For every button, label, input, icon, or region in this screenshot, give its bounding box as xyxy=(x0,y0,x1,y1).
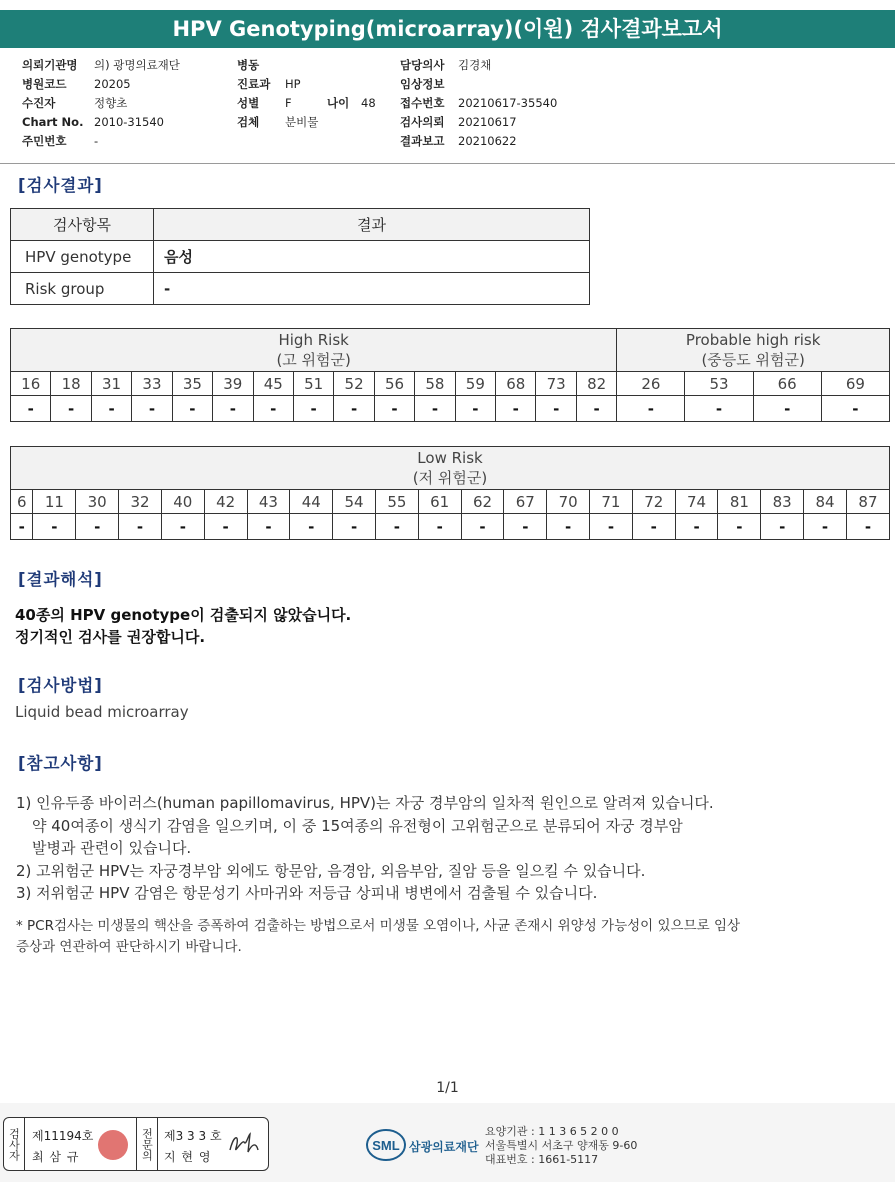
genotype-cell: 26 xyxy=(617,372,685,396)
genotype-cell: 61 xyxy=(418,490,461,514)
genotype-result-cell: - xyxy=(685,396,753,422)
genotype-result-cell: - xyxy=(576,396,616,422)
high-risk-sub: (고 위험군) xyxy=(276,351,351,369)
genotype-cell: 83 xyxy=(761,490,804,514)
signature-box xyxy=(3,1117,269,1171)
label-resident-no: 주민번호 xyxy=(22,134,67,148)
genotype-cell: 73 xyxy=(536,372,576,396)
table-row xyxy=(11,273,590,305)
value-age: 48 xyxy=(361,96,376,110)
genotype-cell: 55 xyxy=(375,490,418,514)
note-line: 3) 저위험군 HPV 감염은 항문성기 사마귀와 저등급 상피내 병변에서 검출될 수 있습니다. xyxy=(16,884,598,902)
section-method: [검사방법] xyxy=(18,676,103,695)
org-address xyxy=(485,1125,637,1167)
label-hospital-code: 병원코드 xyxy=(22,77,67,91)
specialist-label xyxy=(136,1118,158,1170)
value-hospital-code: 20205 xyxy=(94,77,131,91)
value-chart-no: 2010-31540 xyxy=(94,115,164,129)
genotype-result-cell: - xyxy=(415,396,455,422)
genotype-cell: 69 xyxy=(821,372,889,396)
patient-info-col2 xyxy=(237,56,376,132)
genotype-result-cell: - xyxy=(504,514,547,540)
genotype-result-row xyxy=(11,396,890,422)
genotype-result-cell: - xyxy=(718,514,761,540)
probable-risk-sub: (중등도 위험군) xyxy=(701,351,805,369)
inspector-seal-icon xyxy=(98,1130,128,1160)
genotype-result-row xyxy=(11,514,890,540)
genotype-result-cell: - xyxy=(76,514,119,540)
interpretation-line: 40종의 HPV genotype이 검출되지 않았습니다. xyxy=(15,606,352,624)
genotype-row xyxy=(11,490,890,514)
genotype-result-cell: - xyxy=(161,514,204,540)
note-line: 발병과 관련이 있습니다. xyxy=(32,839,192,857)
genotype-cell: 68 xyxy=(496,372,536,396)
genotype-result-cell: - xyxy=(455,396,495,422)
disclaimer xyxy=(16,916,740,958)
genotype-result-cell: - xyxy=(334,396,374,422)
value-patient: 정향초 xyxy=(94,96,128,110)
report-title: HPV Genotyping(microarray)(이원) 검사결과보고서 xyxy=(0,10,895,48)
genotype-cell: 11 xyxy=(33,490,76,514)
genotype-result-cell: - xyxy=(253,396,293,422)
result-value: - xyxy=(154,273,590,305)
patient-info-col1 xyxy=(22,56,180,151)
inspector-label-text: 검사자 xyxy=(7,1127,21,1161)
result-item: HPV genotype xyxy=(11,241,154,273)
genotype-cell: 70 xyxy=(547,490,590,514)
genotype-cell: 54 xyxy=(333,490,376,514)
high-risk-genotype-table xyxy=(10,328,890,422)
low-risk-sub: (저 위험군) xyxy=(412,469,488,487)
genotype-result-cell: - xyxy=(804,514,847,540)
label-chart-no: Chart No. xyxy=(22,115,84,129)
genotype-cell: 56 xyxy=(374,372,414,396)
genotype-cell: 30 xyxy=(76,490,119,514)
genotype-result-cell: - xyxy=(172,396,212,422)
probable-risk-label: Probable high risk xyxy=(685,331,821,349)
genotype-result-cell: - xyxy=(132,396,172,422)
genotype-cell: 33 xyxy=(132,372,172,396)
label-report-date: 결과보고 xyxy=(400,134,445,148)
genotype-result-cell: - xyxy=(11,514,33,540)
genotype-cell: 87 xyxy=(846,490,889,514)
genotype-cell: 58 xyxy=(415,372,455,396)
disclaimer-line: 증상과 연관하여 판단하시기 바랍니다. xyxy=(16,939,242,955)
genotype-cell: 67 xyxy=(504,490,547,514)
label-requesting-org: 의뢰기관명 xyxy=(22,58,78,72)
genotype-cell: 66 xyxy=(753,372,821,396)
logo-text: SML xyxy=(372,1138,400,1153)
label-request-date: 검사의뢰 xyxy=(400,115,445,129)
result-value: 음성 xyxy=(154,241,590,273)
genotype-result-cell: - xyxy=(496,396,536,422)
value-sex: F xyxy=(285,96,292,110)
result-header-item: 검사항목 xyxy=(11,209,154,241)
genotype-cell: 16 xyxy=(11,372,51,396)
address-line: 서울특별시 서초구 양재동 9-60 xyxy=(485,1139,638,1152)
method-text: Liquid bead microarray xyxy=(15,703,189,721)
genotype-cell: 59 xyxy=(455,372,495,396)
genotype-result-cell: - xyxy=(547,514,590,540)
section-interpretation: [결과해석] xyxy=(18,570,103,589)
genotype-cell: 72 xyxy=(632,490,675,514)
genotype-cell: 71 xyxy=(590,490,633,514)
genotype-cell: 81 xyxy=(718,490,761,514)
sml-logo-icon xyxy=(365,1126,407,1164)
genotype-result-cell: - xyxy=(247,514,290,540)
address-line: 대표번호 : 1661-5117 xyxy=(485,1153,599,1166)
result-header-value: 결과 xyxy=(154,209,590,241)
value-department: HP xyxy=(285,77,301,91)
page-number: 1/1 xyxy=(436,1080,459,1096)
label-doctor: 담당의사 xyxy=(400,58,445,72)
disclaimer-line: * PCR검사는 미생물의 핵산을 증폭하여 검출하는 방법으로서 미생물 오염이나, 사균 존재시 위양성 가능성이 있으므로 임상 xyxy=(16,918,741,934)
low-risk-label: Low Risk xyxy=(417,449,483,467)
genotype-result-cell: - xyxy=(846,514,889,540)
result-table xyxy=(10,208,590,305)
genotype-result-cell: - xyxy=(675,514,718,540)
note-line: 2) 고위험군 HPV는 자궁경부암 외에도 항문암, 음경암, 외음부암, 질암 등을 일으킬 수 있습니다. xyxy=(16,861,646,880)
note-line: 1) 인유두종 바이러스(human papillomavirus, HPV)는 자궁 경부암의 일차적 원인으로 알려져 있습니다. xyxy=(16,794,714,812)
header-divider xyxy=(0,163,895,164)
genotype-result-cell: - xyxy=(536,396,576,422)
genotype-result-cell: - xyxy=(11,396,51,422)
table-row xyxy=(11,241,590,273)
value-request-date: 20210617 xyxy=(458,115,517,129)
genotype-cell: 62 xyxy=(461,490,504,514)
genotype-result-cell: - xyxy=(51,396,91,422)
genotype-result-cell: - xyxy=(213,396,253,422)
specialist-no: 제3 3 3 호 xyxy=(164,1129,222,1143)
value-report-date: 20210622 xyxy=(458,134,517,148)
genotype-cell: 42 xyxy=(204,490,247,514)
genotype-result-cell: - xyxy=(821,396,889,422)
genotype-result-cell: - xyxy=(33,514,76,540)
signature-icon xyxy=(226,1130,262,1158)
section-reference: [참고사항] xyxy=(18,754,103,773)
genotype-cell: 45 xyxy=(253,372,293,396)
genotype-result-cell: - xyxy=(761,514,804,540)
genotype-cell: 18 xyxy=(51,372,91,396)
genotype-cell: 35 xyxy=(172,372,212,396)
genotype-result-cell: - xyxy=(204,514,247,540)
value-requesting-org: 의) 광명의료재단 xyxy=(94,58,180,72)
genotype-result-cell: - xyxy=(632,514,675,540)
genotype-result-cell: - xyxy=(293,396,333,422)
genotype-result-cell: - xyxy=(91,396,131,422)
genotype-result-cell: - xyxy=(333,514,376,540)
value-resident-no: - xyxy=(94,134,99,148)
genotype-cell: 40 xyxy=(161,490,204,514)
low-risk-group-header xyxy=(11,447,890,490)
value-doctor: 김경채 xyxy=(458,58,492,72)
specialist-name: 지 현 영 xyxy=(164,1150,212,1164)
genotype-cell: 53 xyxy=(685,372,753,396)
genotype-cell: 82 xyxy=(576,372,616,396)
address-line: 요양기관 : 1 1 3 6 5 2 0 0 xyxy=(485,1125,619,1138)
inspector-label xyxy=(4,1118,25,1170)
probable-risk-group-header xyxy=(617,329,890,372)
genotype-result-cell: - xyxy=(374,396,414,422)
low-risk-genotype-table xyxy=(10,446,890,540)
high-risk-label: High Risk xyxy=(278,331,349,349)
genotype-cell: 6 xyxy=(11,490,33,514)
genotype-result-cell: - xyxy=(119,514,162,540)
genotype-cell: 51 xyxy=(293,372,333,396)
specialist-label-text: 전문의 xyxy=(140,1127,154,1161)
interpretation-line: 정기적인 검사를 권장합니다. xyxy=(15,628,206,646)
label-department: 진료과 xyxy=(237,77,271,91)
genotype-cell: 43 xyxy=(247,490,290,514)
genotype-cell: 44 xyxy=(290,490,333,514)
genotype-cell: 32 xyxy=(119,490,162,514)
high-risk-group-header xyxy=(11,329,617,372)
label-patient: 수진자 xyxy=(22,96,56,110)
genotype-result-cell: - xyxy=(418,514,461,540)
inspector-name: 최 삼 규 xyxy=(32,1150,80,1164)
genotype-cell: 52 xyxy=(334,372,374,396)
label-clinical-info: 임상정보 xyxy=(400,77,445,91)
reference-notes xyxy=(16,792,714,905)
genotype-result-cell: - xyxy=(590,514,633,540)
result-item: Risk group xyxy=(11,273,154,305)
label-sex: 성별 xyxy=(237,96,260,110)
genotype-cell: 31 xyxy=(91,372,131,396)
genotype-cell: 74 xyxy=(675,490,718,514)
patient-info-col3 xyxy=(400,56,557,151)
genotype-result-cell: - xyxy=(290,514,333,540)
genotype-cell: 84 xyxy=(804,490,847,514)
note-line: 약 40여종이 생식기 감염을 일으키며, 이 중 15여종의 유전형이 고위험군으로 분류되어 자궁 경부암 xyxy=(32,816,683,835)
value-receipt-no: 20210617-35540 xyxy=(458,96,558,110)
label-ward: 병동 xyxy=(237,58,260,72)
value-specimen: 분비물 xyxy=(285,115,319,129)
genotype-result-cell: - xyxy=(753,396,821,422)
genotype-result-cell: - xyxy=(461,514,504,540)
section-result: [검사결과] xyxy=(18,176,103,195)
interpretation-text xyxy=(15,604,351,648)
genotype-result-cell: - xyxy=(375,514,418,540)
label-age: 나이 xyxy=(327,96,350,110)
genotype-cell: 39 xyxy=(213,372,253,396)
label-specimen: 검체 xyxy=(237,115,260,129)
genotype-row xyxy=(11,372,890,396)
brand-name: 삼광의료재단 xyxy=(409,1140,479,1154)
inspector-no: 제11194호 xyxy=(32,1129,94,1143)
label-receipt-no: 접수번호 xyxy=(400,96,445,110)
genotype-result-cell: - xyxy=(617,396,685,422)
